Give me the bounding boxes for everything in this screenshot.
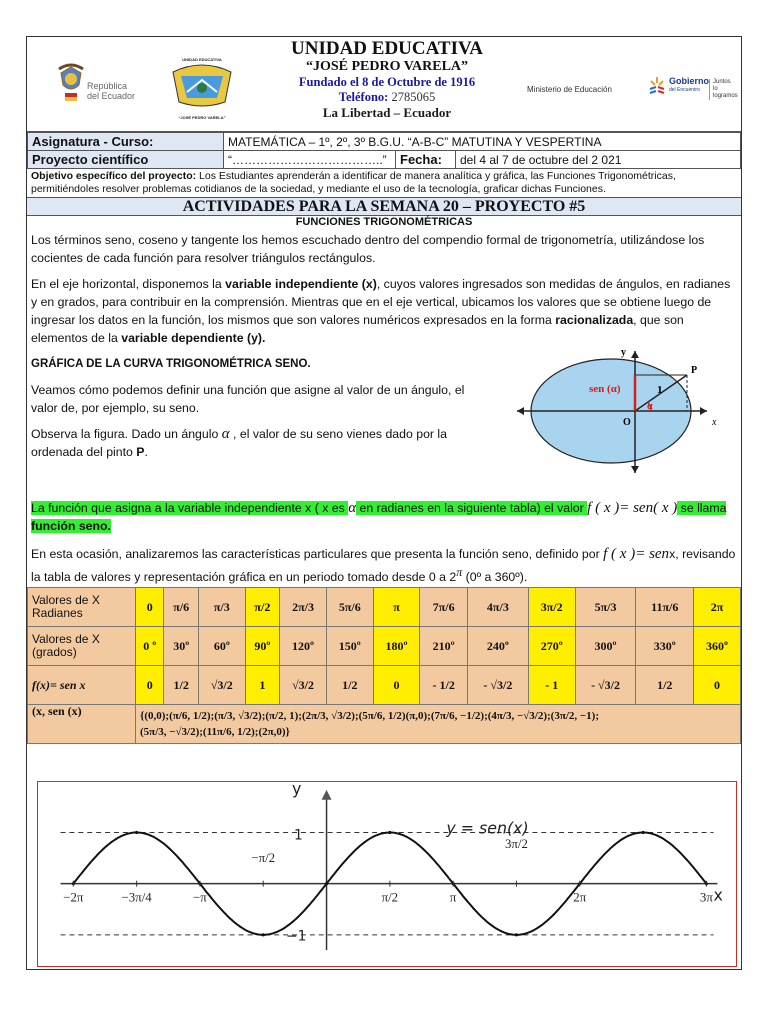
graph-y-label: y: [292, 781, 302, 798]
arrow-up-icon: [322, 790, 332, 800]
value-cell: 240º: [467, 627, 528, 666]
value-cell: 120º: [280, 627, 327, 666]
value-cell: - 1: [528, 666, 575, 705]
label-radius: 1: [657, 384, 663, 396]
date-label: Fecha:: [396, 151, 456, 169]
gob-text: Juntos: [713, 79, 731, 85]
unit-circle-figure: [511, 345, 733, 475]
subject-value: MATEMÁTICA – 1º, 2º, 3º B.G.U. “A-B-C” MATUTINA Y VESPERTINA: [224, 133, 741, 151]
alpha-symbol: α: [348, 500, 357, 516]
gob-text: del Encuentro: [669, 87, 700, 93]
objective: [27, 169, 741, 198]
value-cell: - √3/2: [575, 666, 636, 705]
header-title: UNIDAD EDUCATIVA: [291, 38, 483, 59]
label-sen-alpha: sen (α): [589, 383, 621, 395]
table-row: [28, 705, 741, 744]
graph-equation: y = sen(x): [446, 818, 529, 838]
text-highlight: La función que asigna a la variable independiente x ( x es: [31, 501, 349, 515]
table-row: [28, 666, 741, 705]
heading-sine-curve: GRÁFICA DE LA CURVA TRIGONOMÉTRICA SENO.: [31, 358, 311, 370]
data-point: [325, 882, 328, 885]
phone-number: 2785065: [391, 90, 436, 104]
graph-label-minus-one: −1: [286, 928, 307, 945]
value-cell: 0: [373, 666, 420, 705]
gob-text: lo logramos: [713, 86, 738, 99]
paragraph-define: Veamos cómo podemos definir una función que asigne al valor de un ángulo, el valor de, por ejemplo, su seno.: [31, 383, 465, 415]
value-cell: 3π/2: [528, 588, 575, 627]
tick-label: 3π/2: [504, 837, 528, 852]
text: , el valor de su seno vienes dado por la ordenada del pinto: [31, 427, 447, 459]
value-cell: 30º: [164, 627, 199, 666]
tick-label: −π: [193, 890, 207, 905]
tick-label: π/2: [381, 890, 399, 905]
value-cell: - 1/2: [420, 666, 468, 705]
document-page: [26, 36, 742, 970]
data-point: [515, 933, 518, 936]
text-bold: P: [136, 445, 145, 459]
project-value: “………………………………..”: [224, 151, 396, 169]
text-highlight-bold: función seno.: [31, 519, 111, 533]
logo-text: República: [87, 81, 128, 91]
tick-label: −π/2: [251, 850, 276, 865]
value-cell: 90º: [245, 627, 280, 666]
value-cell: 1/2: [164, 666, 199, 705]
label-origin: O: [623, 417, 631, 428]
school-name: “JOSÉ PEDRO VARELA”: [305, 59, 469, 74]
value-cell: 270º: [528, 627, 575, 666]
row-label: f(x)= sen x: [28, 666, 136, 705]
value-cell: 2π: [694, 588, 741, 627]
value-cell: 150º: [326, 627, 373, 666]
value-cell: 2π/3: [280, 588, 327, 627]
row-label: (x, sen (x): [28, 705, 136, 744]
value-cell: 0 º: [136, 627, 164, 666]
value-cell: 0: [694, 666, 741, 705]
points-line: {(0,0);(π/6, 1/2);(π/3, √3/2);(π/2, 1);(2π/3, √3/2);(5π/6, 1/2)(π,0);(7π/6, −1/2);(4π/3, −√3/2);(3π/2, −1);: [140, 710, 600, 722]
sine-graph: [37, 781, 737, 967]
school-logo-text: “JOSÉ PEDRO VARELA”: [178, 115, 226, 120]
row-label: Valores de X Radianes: [28, 588, 136, 627]
value-cell: π: [373, 588, 420, 627]
arrow-left-icon: [517, 407, 524, 415]
text-highlight: en radianes en la siguiente tabla) el valor: [356, 501, 588, 515]
government-logo: [647, 75, 737, 101]
label-x: x: [712, 417, 717, 428]
text: (0º a 360º).: [462, 570, 528, 585]
text: Observa la figura. Dado un ángulo: [31, 427, 222, 441]
tick-label: π: [449, 890, 457, 905]
date-value: del 4 al 7 de octubre del 2 021: [456, 151, 741, 169]
label-point-p: P: [691, 365, 698, 376]
activities-title: ACTIVIDADES PARA LA SEMANA 20 – PROYECTO #5: [27, 198, 741, 216]
data-point: [262, 933, 265, 936]
points-line: (5π/3, −√3/2);(11π/6, 1/2);(2π,0)}: [140, 726, 290, 738]
value-cell: 1/2: [326, 666, 373, 705]
tick-label: 3π: [699, 890, 713, 905]
value-cell: 4π/3: [467, 588, 528, 627]
value-cell: 180º: [373, 627, 420, 666]
paragraph-observe: Observa la figura. Dado un ángulo α , el valor de su seno vienes dado por la ordenada del pinto P.: [31, 426, 447, 459]
school-logo-text: UNIDAD EDUCATIVA: [182, 57, 222, 62]
row-label: Valores de X (grados): [28, 627, 136, 666]
paragraph-axes: [27, 275, 741, 347]
value-cell: 330º: [636, 627, 694, 666]
text: , que son elementos de la: [31, 313, 684, 345]
arrow-down-icon: [631, 466, 639, 473]
paragraph-analysis: [27, 545, 743, 586]
value-cell: π/6: [164, 588, 199, 627]
graph-label-one: 1: [294, 827, 303, 844]
pi-symbol: π: [456, 565, 463, 579]
value-cell: 5π/3: [575, 588, 636, 627]
table-row: [28, 627, 741, 666]
value-cell: 300º: [575, 627, 636, 666]
value-cell: 210º: [420, 627, 468, 666]
objective-text: Los Estudiantes aprenderán a identificar de manera analítica y gráfica, las Funciones Trigonométricas, permitiéndoles resolver problemas cotidianos de la sociedad, y mediante el uso de la tecnología, graficar dichas Funciones.: [31, 170, 676, 195]
value-cell: 360º: [694, 627, 741, 666]
value-cell: √3/2: [280, 666, 327, 705]
header: [27, 37, 741, 132]
project-label: Proyecto científico: [28, 151, 224, 169]
value-cell: - √3/2: [467, 666, 528, 705]
info-table: [27, 132, 741, 169]
arrow-right-icon: [700, 407, 707, 415]
tick-label: −3π/4: [121, 890, 152, 905]
logo-text: del Ecuador: [87, 91, 136, 101]
phone-line: [207, 90, 567, 105]
graph-x-label: x: [713, 885, 723, 905]
value-cell: 60º: [198, 627, 245, 666]
label-alpha: α: [647, 401, 653, 412]
value-cell: √3/2: [198, 666, 245, 705]
text: x,: [669, 547, 679, 561]
tick-label: −2π: [63, 890, 84, 905]
value-cell: 11π/6: [636, 588, 694, 627]
phone-label: Teléfono:: [338, 90, 389, 104]
function-formula: f ( x )= sen( x ): [587, 500, 678, 516]
text: revisando la tabla de valores y representación gráfica en un periodo tomado desde 0 a 2: [31, 547, 736, 585]
paragraph-sine-function: [27, 499, 743, 535]
value-cell: 0: [136, 666, 164, 705]
label-y: y: [621, 347, 626, 358]
founded-line: Fundado el 8 de Octubre de 1916: [298, 75, 476, 89]
text: En esta ocasión, analizaremos las características particulares que presenta la función seno, definido por: [31, 547, 604, 561]
coat-of-arms-icon: [51, 63, 91, 107]
value-cell: 5π/6: [326, 588, 373, 627]
value-cell: 7π/6: [420, 588, 468, 627]
ecuador-logo: [51, 63, 181, 109]
text-bold: variable dependiente (y).: [121, 331, 266, 345]
data-point: [388, 831, 391, 834]
objective-label: Objetivo específico del proyecto:: [31, 170, 197, 182]
text: En el eje horizontal, disponemos la: [31, 277, 226, 291]
value-cell: π/2: [245, 588, 280, 627]
points-cell: [136, 705, 741, 744]
text: , cuyos valores ingresados son medidas de ángulos, en radianes y en grados, para contribuir en la comprensión. Mientras que en el eje vertical, ubicamos los valores que se obtiene luego de ingresar los datos en la función, los mismos que son valores numéricos expresados en la forma: [31, 277, 731, 327]
data-point: [642, 831, 645, 834]
data-point: [135, 831, 138, 834]
value-cell: 0: [136, 588, 164, 627]
value-cell: π/3: [198, 588, 245, 627]
ministry-logo: Ministerio de Educación: [527, 85, 612, 94]
function-formula: f ( x )= sen: [603, 546, 670, 562]
subject-label: Asignatura - Curso:: [28, 133, 224, 151]
paragraph-intro: Los términos seno, coseno y tangente los hemos escuchado dentro del compendio formal de trigonometría, utilizándose los cocientes de cada función para resolver triángulos rectángulos.: [31, 233, 705, 265]
text-bold: variable independiente (x): [225, 277, 377, 291]
arrow-up-icon: [631, 351, 639, 358]
value-cell: 1/2: [636, 666, 694, 705]
text-highlight: se llama: [677, 501, 727, 515]
gob-text: Gobierno: [669, 76, 709, 86]
header-text: [207, 39, 567, 120]
text-bold: racionalizada: [555, 313, 634, 327]
table-row: [28, 588, 741, 627]
value-cell: 1: [245, 666, 280, 705]
sun-icon: [647, 75, 667, 97]
values-table: [27, 587, 741, 744]
alpha-symbol: α: [221, 426, 230, 442]
city-line: La Libertad – Ecuador: [322, 105, 452, 120]
section-subtitle: FUNCIONES TRIGONOMÉTRICAS: [295, 216, 473, 228]
tick-label: 2π: [573, 890, 587, 905]
